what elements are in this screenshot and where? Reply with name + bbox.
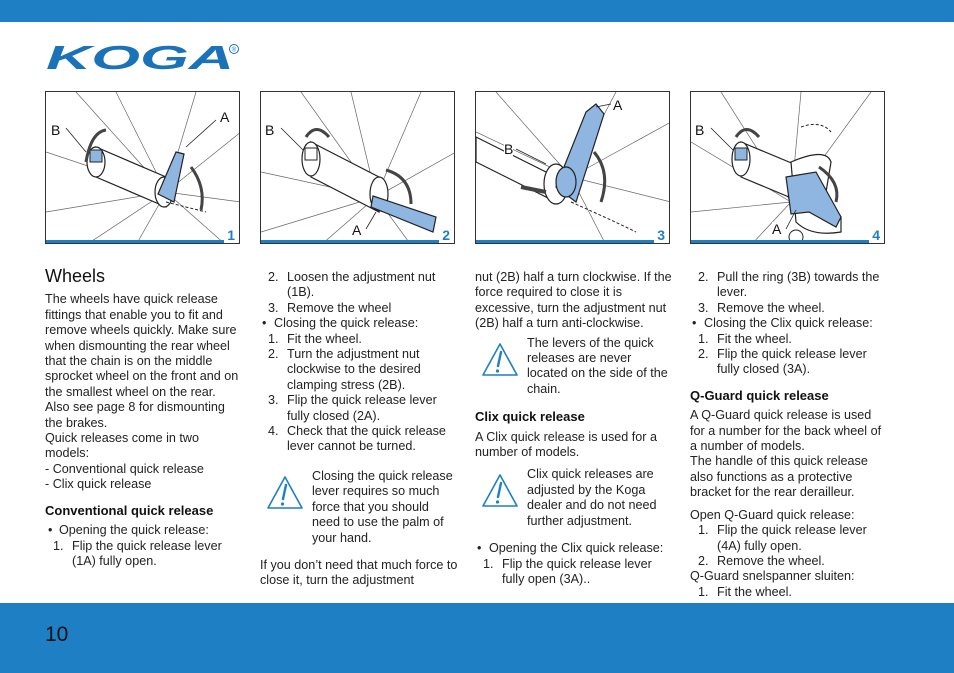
figure-2-label-b: B bbox=[265, 122, 275, 138]
step-item: 2. Remove the wheel. bbox=[698, 553, 825, 568]
figure-3-number: 3 bbox=[654, 227, 665, 243]
figure-3-label-b: B bbox=[504, 141, 514, 157]
figure-4-label-b: B bbox=[695, 122, 705, 138]
figure-4-illustration bbox=[691, 92, 885, 244]
qguard-close-label: Q-Guard snelspanner sluiten: bbox=[690, 569, 855, 584]
svg-text:®: ® bbox=[231, 47, 237, 54]
figure-1-label-b: B bbox=[51, 122, 61, 138]
step-item: 2. Pull the ring (3B) towards the lever. bbox=[698, 270, 880, 300]
figure-3-illustration bbox=[476, 92, 670, 244]
figure-1 bbox=[45, 91, 240, 244]
spacer bbox=[690, 501, 888, 508]
figure-2-underline bbox=[261, 240, 441, 243]
section-title: Wheels bbox=[45, 266, 106, 286]
column-3 bbox=[475, 270, 675, 587]
qguard-heading: Q-Guard quick release bbox=[690, 387, 829, 403]
step-item: 2. Turn the adjustment nut clockwise to the desired clamping stress (2B). bbox=[268, 347, 421, 392]
step-item: 1. Flip the quick release lever (4A) fully open. bbox=[698, 523, 867, 553]
figure-1-illustration bbox=[46, 92, 240, 244]
figure-3 bbox=[475, 91, 670, 244]
wheels-intro: The wheels have quick release fittings that enable you to fit and remove wheels quickly. Make sure when dismounting the rear wheel that the chain is on the middle sprocket wheel on the front and on the smallest wheel on the rear. Also see page 8 for dismounting the brakes. bbox=[45, 292, 239, 430]
bullet-item: • Closing the quick release: bbox=[262, 316, 419, 331]
figure-2-label-a: A bbox=[352, 222, 362, 238]
figure-2-number: 2 bbox=[439, 227, 450, 243]
step-item: 1. Fit the wheel. bbox=[698, 331, 792, 346]
figure-1-number: 1 bbox=[224, 227, 235, 243]
step-item: 1. Fit the wheel. bbox=[698, 584, 792, 599]
warning-icon bbox=[266, 475, 304, 511]
models-intro: Quick releases come in two models: bbox=[45, 431, 199, 461]
koga-logo bbox=[46, 43, 241, 73]
warning-note-clix: Clix quick releases are adjusted by the Koga dealer and do not need further adjustment. bbox=[475, 467, 675, 529]
clix-heading: Clix quick release bbox=[475, 409, 585, 425]
step-item: 3. Flip the quick release lever fully closed (2A). bbox=[268, 393, 437, 423]
warning-icon bbox=[481, 473, 519, 509]
step-item: 1. Fit the wheel. bbox=[268, 331, 362, 346]
bullet-item: • Opening the quick release: bbox=[48, 523, 209, 538]
figure-4 bbox=[690, 91, 885, 244]
svg-text:KOGA: KOGA bbox=[46, 43, 234, 73]
bullet-item: • Closing the Clix quick release: bbox=[692, 316, 873, 331]
warning-note-chain: The levers of the quick releases are never located on the side of the chain. bbox=[475, 336, 675, 398]
step-item: 2. Flip the quick release lever fully closed (3A). bbox=[698, 347, 867, 377]
step-item: 2. Loosen the adjustment nut (1B). bbox=[268, 270, 436, 300]
step-item: 1. Flip the quick release lever fully open (3A).. bbox=[483, 556, 652, 586]
step-item: 3. Remove the wheel. bbox=[698, 300, 825, 315]
figure-4-number: 4 bbox=[869, 227, 880, 243]
force-paragraph: If you don’t need that much force to close it, turn the adjustment bbox=[260, 557, 458, 588]
spacer bbox=[690, 378, 888, 388]
column-2 bbox=[260, 270, 460, 589]
bottom-bar bbox=[0, 603, 954, 673]
warning-note: Closing the quick release lever requires so much force that you should need to use the palm of your hand. bbox=[260, 469, 460, 546]
figure-4-underline bbox=[691, 240, 871, 243]
column-4 bbox=[690, 270, 888, 600]
figure-2 bbox=[260, 91, 455, 244]
figure-3-label-a: A bbox=[613, 97, 623, 113]
figure-3-underline bbox=[476, 240, 656, 243]
figure-1-label-a: A bbox=[220, 109, 230, 125]
model-conventional: - Conventional quick release bbox=[45, 461, 204, 476]
figure-4-label-a: A bbox=[772, 221, 782, 237]
qguard-intro-2: The handle of this quick release also functions as a protective bracket for the rear derailleur. bbox=[690, 454, 868, 500]
model-clix: - Clix quick release bbox=[45, 477, 152, 492]
adjustment-paragraph: nut (2B) half a turn clockwise. If the force required to close it is excessive, turn the adjustment nut (2B) half a turn anti-clockwise. bbox=[475, 270, 672, 331]
figure-1-underline bbox=[46, 240, 226, 243]
step-item: 4. Check that the quick release lever cannot be turned. bbox=[268, 424, 446, 454]
qguard-open-label: Open Q-Guard quick release: bbox=[690, 507, 855, 522]
top-bar bbox=[0, 0, 954, 22]
bullet-item: • Opening the Clix quick release: bbox=[477, 541, 664, 556]
conventional-heading: Conventional quick release bbox=[45, 502, 214, 518]
qguard-intro: A Q-Guard quick release is used for a number for the back wheel of a number of models. bbox=[690, 408, 882, 454]
spacer bbox=[45, 493, 240, 503]
clix-intro: A Clix quick release is used for a number of models. bbox=[475, 429, 657, 460]
step-item: 1. Flip the quick release lever (1A) fully open. bbox=[53, 538, 222, 568]
warning-icon bbox=[481, 342, 519, 378]
column-1 bbox=[45, 266, 240, 569]
step-item: 3. Remove the wheel bbox=[268, 300, 392, 315]
page-number: 10 bbox=[45, 623, 69, 646]
